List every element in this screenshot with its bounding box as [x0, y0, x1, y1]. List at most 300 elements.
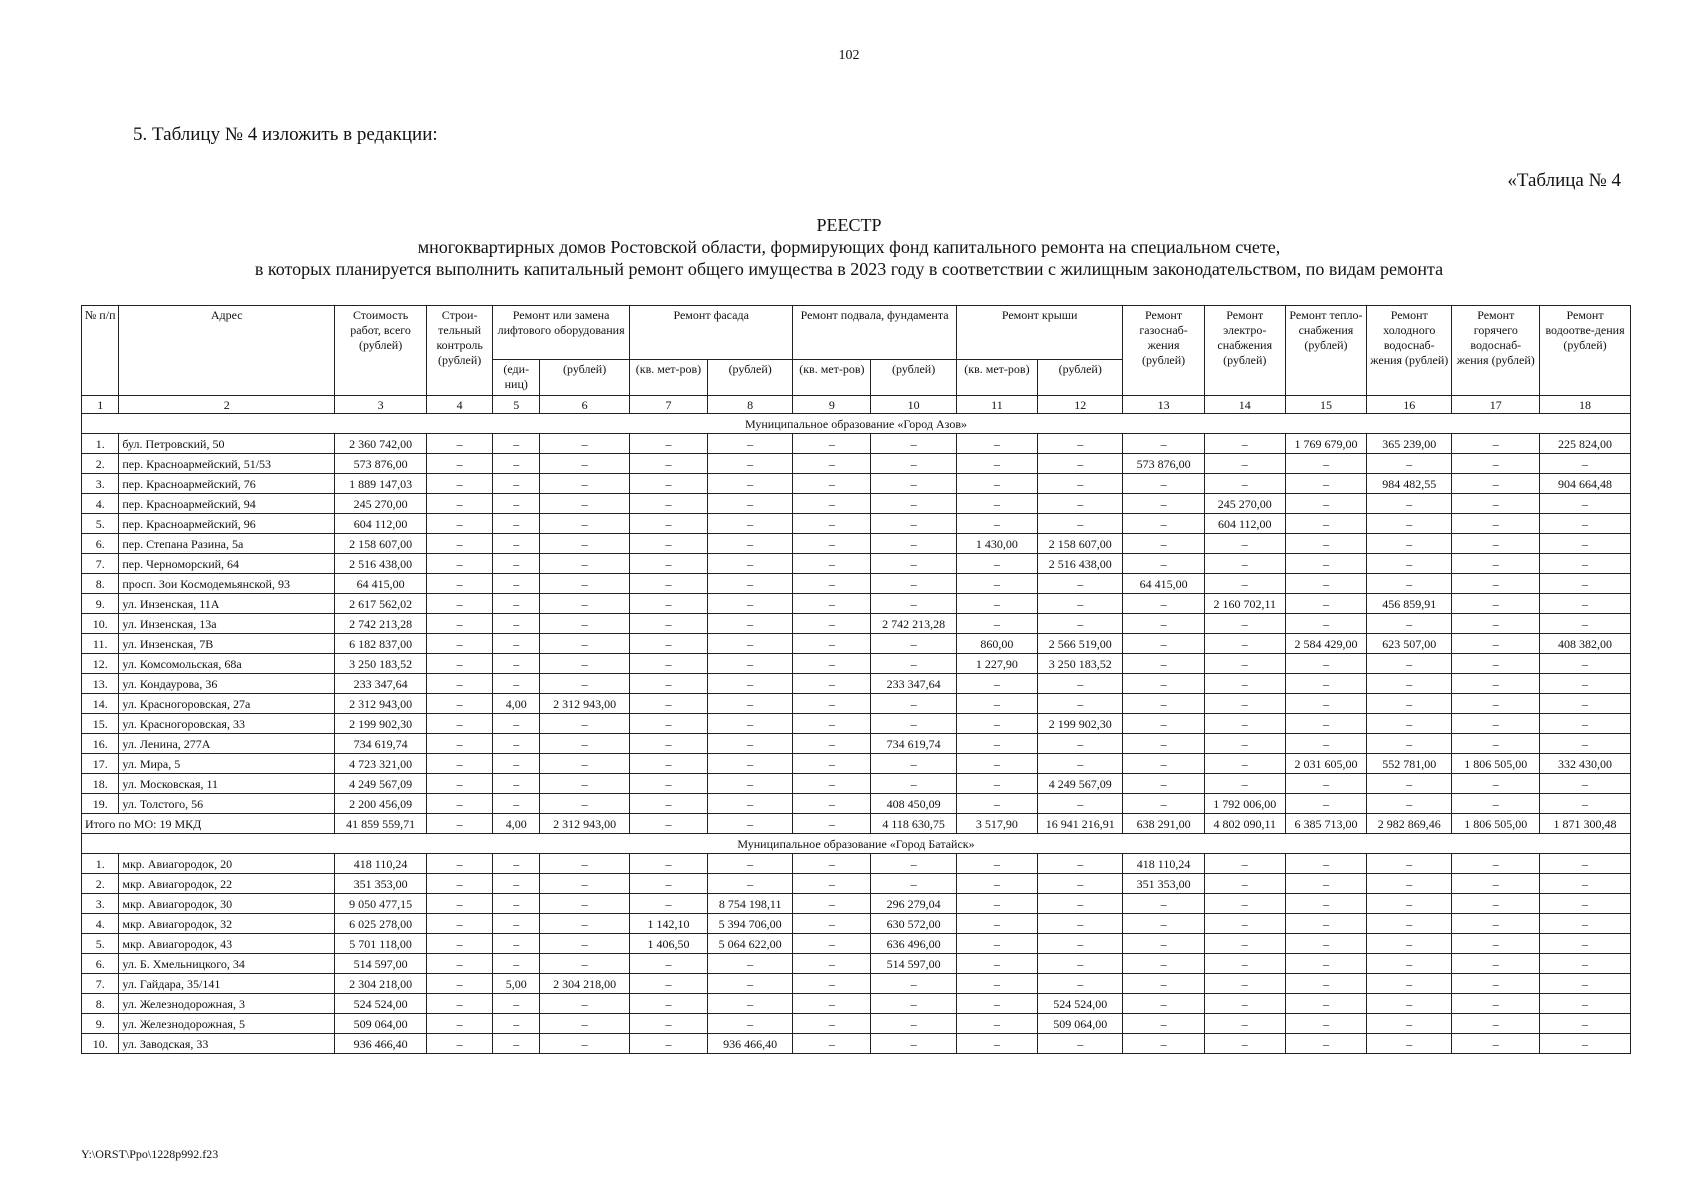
value-cell: – [493, 894, 540, 914]
value-cell: 2 617 562,02 [335, 594, 427, 614]
value-cell: – [629, 954, 707, 974]
value-cell: 604 112,00 [335, 514, 427, 534]
value-cell: – [427, 694, 493, 714]
row-number: 15. [82, 714, 119, 734]
value-cell: – [707, 854, 792, 874]
value-cell: – [956, 794, 1037, 814]
value-cell: 636 496,00 [871, 934, 956, 954]
value-cell: – [1540, 614, 1631, 634]
table-row [82, 994, 1631, 1014]
value-cell: – [540, 934, 630, 954]
value-cell: – [1123, 774, 1204, 794]
address-cell: ул. Комсомольская, 68а [119, 654, 335, 674]
value-cell: – [629, 614, 707, 634]
value-cell: – [956, 934, 1037, 954]
value-cell: – [1204, 674, 1285, 694]
value-cell: – [540, 574, 630, 594]
value-cell: – [956, 954, 1037, 974]
value-cell: – [707, 574, 792, 594]
value-cell: – [707, 774, 792, 794]
table-row [82, 854, 1631, 874]
value-cell: – [1038, 914, 1123, 934]
total-value-cell: 2 312 943,00 [540, 814, 630, 834]
value-cell: – [629, 474, 707, 494]
value-cell: – [1204, 714, 1285, 734]
value-cell: – [707, 734, 792, 754]
column-numbers-row [82, 396, 1631, 414]
value-cell: 296 279,04 [871, 894, 956, 914]
value-cell: – [493, 554, 540, 574]
value-cell: 2 158 607,00 [335, 534, 427, 554]
address-cell: пер. Красноармейский, 96 [119, 514, 335, 534]
value-cell: – [1123, 694, 1204, 714]
value-cell: – [493, 514, 540, 534]
value-cell: – [493, 774, 540, 794]
value-cell: – [629, 794, 707, 814]
value-cell: – [629, 634, 707, 654]
address-cell: ул. Мира, 5 [119, 754, 335, 774]
value-cell: 1 142,10 [629, 914, 707, 934]
value-cell: – [427, 554, 493, 574]
value-cell: – [493, 714, 540, 734]
value-cell: 2 312 943,00 [335, 694, 427, 714]
value-cell: – [1367, 934, 1452, 954]
value-cell: – [793, 574, 871, 594]
value-cell: – [1367, 974, 1452, 994]
value-cell: – [1204, 774, 1285, 794]
value-cell: – [793, 914, 871, 934]
value-cell: – [1123, 974, 1204, 994]
row-number: 7. [82, 554, 119, 574]
total-value-cell: 4 802 090,11 [1204, 814, 1285, 834]
value-cell: – [540, 854, 630, 874]
value-cell: – [1038, 754, 1123, 774]
subheader-roof-rubles: (рублей) [1038, 360, 1123, 396]
title-line-1: РЕЕСТР [816, 215, 882, 235]
value-cell: – [427, 934, 493, 954]
column-number: 17 [1452, 396, 1540, 414]
row-number: 6. [82, 954, 119, 974]
value-cell: – [1452, 734, 1540, 754]
address-cell: ул. Заводская, 33 [119, 1034, 335, 1054]
value-cell: 524 524,00 [1038, 994, 1123, 1014]
value-cell: – [707, 454, 792, 474]
table-row [82, 794, 1631, 814]
total-value-cell: 1 871 300,48 [1540, 814, 1631, 834]
value-cell: – [1367, 534, 1452, 554]
value-cell: 734 619,74 [871, 734, 956, 754]
table-row [82, 774, 1631, 794]
value-cell: – [1367, 874, 1452, 894]
value-cell: – [793, 974, 871, 994]
value-cell: – [1285, 454, 1366, 474]
value-cell: – [707, 614, 792, 634]
value-cell: – [1285, 674, 1366, 694]
value-cell: 2 160 702,11 [1204, 594, 1285, 614]
value-cell: – [1367, 554, 1452, 574]
value-cell: – [1285, 854, 1366, 874]
value-cell: 332 430,00 [1540, 754, 1631, 774]
value-cell: – [1540, 994, 1631, 1014]
value-cell: 64 415,00 [1123, 574, 1204, 594]
address-cell: ул. Толстого, 56 [119, 794, 335, 814]
value-cell: – [1540, 574, 1631, 594]
value-cell: – [956, 914, 1037, 934]
value-cell: 4 249 567,09 [1038, 774, 1123, 794]
value-cell: – [1367, 674, 1452, 694]
value-cell: – [1452, 1014, 1540, 1034]
table-row [82, 514, 1631, 534]
total-value-cell: 41 859 559,71 [335, 814, 427, 834]
column-number: 1 [82, 396, 119, 414]
value-cell: 6 182 837,00 [335, 634, 427, 654]
value-cell: – [707, 654, 792, 674]
total-value-cell: 4,00 [493, 814, 540, 834]
value-cell: – [956, 754, 1037, 774]
value-cell: – [1204, 934, 1285, 954]
header-elevator: Ремонт или замена лифтового оборудования [493, 306, 630, 360]
value-cell: – [427, 594, 493, 614]
total-value-cell: 16 941 216,91 [1038, 814, 1123, 834]
total-value-cell: 638 291,00 [1123, 814, 1204, 834]
value-cell: – [707, 674, 792, 694]
value-cell: – [707, 594, 792, 614]
value-cell: – [629, 894, 707, 914]
value-cell: – [493, 474, 540, 494]
value-cell: – [540, 654, 630, 674]
value-cell: – [1452, 714, 1540, 734]
header-cost: Стоимость работ, всего (рублей) [335, 306, 427, 396]
value-cell: – [427, 514, 493, 534]
address-cell: ул. Красногоровская, 27а [119, 694, 335, 714]
value-cell: – [1123, 654, 1204, 674]
value-cell: – [1204, 634, 1285, 654]
value-cell: – [540, 434, 630, 454]
column-number: 9 [793, 396, 871, 414]
value-cell: – [707, 714, 792, 734]
value-cell: – [871, 974, 956, 994]
value-cell: 2 516 438,00 [335, 554, 427, 574]
value-cell: – [1123, 474, 1204, 494]
total-label: Итого по МО: 19 МКД [82, 814, 335, 834]
address-cell: ул. Гайдара, 35/141 [119, 974, 335, 994]
row-number: 9. [82, 1014, 119, 1034]
value-cell: – [629, 854, 707, 874]
table-row [82, 594, 1631, 614]
value-cell: – [493, 934, 540, 954]
value-cell: – [793, 1014, 871, 1034]
value-cell: – [707, 1014, 792, 1034]
header-cold-water: Ремонт холодного водоснаб-жения (рублей) [1367, 306, 1452, 396]
total-value-cell: – [793, 814, 871, 834]
table-row [82, 654, 1631, 674]
value-cell: – [1367, 494, 1452, 514]
value-cell: – [1038, 574, 1123, 594]
section-header-row [82, 834, 1631, 854]
value-cell: – [1204, 454, 1285, 474]
value-cell: – [427, 754, 493, 774]
value-cell: 2 360 742,00 [335, 434, 427, 454]
value-cell: – [956, 494, 1037, 514]
column-number: 13 [1123, 396, 1204, 414]
value-cell: – [629, 714, 707, 734]
value-cell: – [1123, 734, 1204, 754]
value-cell: 5 064 622,00 [707, 934, 792, 954]
row-number: 2. [82, 874, 119, 894]
value-cell: – [1367, 774, 1452, 794]
value-cell: – [1452, 994, 1540, 1014]
value-cell: 3 250 183,52 [335, 654, 427, 674]
value-cell: – [540, 1014, 630, 1034]
value-cell: – [1285, 534, 1366, 554]
value-cell: 1 806 505,00 [1452, 754, 1540, 774]
table-row [82, 614, 1631, 634]
header-gas: Ремонт газоснаб-жения (рублей) [1123, 306, 1204, 396]
table-row [82, 894, 1631, 914]
header-drainage: Ремонт водоотве-дения (рублей) [1540, 306, 1631, 396]
value-cell: – [793, 614, 871, 634]
value-cell: – [1367, 614, 1452, 634]
table-row [82, 474, 1631, 494]
value-cell: – [1038, 674, 1123, 694]
value-cell: – [956, 574, 1037, 594]
value-cell: – [1038, 794, 1123, 814]
value-cell: – [1204, 754, 1285, 774]
value-cell: – [1540, 454, 1631, 474]
value-cell: – [629, 694, 707, 714]
value-cell: 351 353,00 [1123, 874, 1204, 894]
value-cell: – [793, 994, 871, 1014]
value-cell: – [427, 794, 493, 814]
value-cell: – [707, 434, 792, 454]
value-cell: – [871, 874, 956, 894]
table-row [82, 974, 1631, 994]
value-cell: – [1038, 694, 1123, 714]
address-cell: мкр. Авиагородок, 20 [119, 854, 335, 874]
total-value-cell: 4 118 630,75 [871, 814, 956, 834]
value-cell: – [540, 614, 630, 634]
value-cell: – [1367, 894, 1452, 914]
value-cell: 1 406,50 [629, 934, 707, 954]
value-cell: 9 050 477,15 [335, 894, 427, 914]
value-cell: – [427, 774, 493, 794]
row-number: 1. [82, 434, 119, 454]
row-number: 8. [82, 574, 119, 594]
value-cell: – [493, 634, 540, 654]
value-cell: – [540, 714, 630, 734]
header-electric: Ремонт электро-снабжения (рублей) [1204, 306, 1285, 396]
value-cell: 64 415,00 [335, 574, 427, 594]
value-cell: – [1452, 654, 1540, 674]
value-cell: – [1285, 934, 1366, 954]
address-cell: мкр. Авиагородок, 30 [119, 894, 335, 914]
row-number: 19. [82, 794, 119, 814]
value-cell: 573 876,00 [1123, 454, 1204, 474]
value-cell: – [1204, 554, 1285, 574]
row-number: 6. [82, 534, 119, 554]
value-cell: – [493, 674, 540, 694]
value-cell: 2 199 902,30 [335, 714, 427, 734]
value-cell: – [1038, 1034, 1123, 1054]
value-cell: – [427, 654, 493, 674]
value-cell: – [1204, 994, 1285, 1014]
value-cell: – [793, 934, 871, 954]
value-cell: – [540, 514, 630, 534]
value-cell: – [629, 594, 707, 614]
value-cell: – [427, 994, 493, 1014]
value-cell: – [1540, 934, 1631, 954]
value-cell: – [1204, 1034, 1285, 1054]
value-cell: – [1452, 694, 1540, 714]
value-cell: – [427, 854, 493, 874]
row-number: 7. [82, 974, 119, 994]
value-cell: – [1367, 994, 1452, 1014]
value-cell: – [871, 854, 956, 874]
value-cell: – [1123, 934, 1204, 954]
value-cell: – [956, 774, 1037, 794]
value-cell: – [1452, 514, 1540, 534]
value-cell: – [493, 794, 540, 814]
value-cell: – [1123, 534, 1204, 554]
value-cell: – [1204, 894, 1285, 914]
value-cell: – [1367, 734, 1452, 754]
value-cell: – [1452, 634, 1540, 654]
value-cell: – [540, 554, 630, 574]
value-cell: – [793, 1034, 871, 1054]
value-cell: – [956, 474, 1037, 494]
table-row [82, 714, 1631, 734]
address-cell: пер. Красноармейский, 51/53 [119, 454, 335, 474]
value-cell: – [707, 994, 792, 1014]
value-cell: – [493, 434, 540, 454]
value-cell: – [1204, 574, 1285, 594]
header-control: Строи-тельный контроль (рублей) [427, 306, 493, 396]
value-cell: 936 466,40 [707, 1034, 792, 1054]
value-cell: – [871, 494, 956, 514]
value-cell: – [871, 594, 956, 614]
column-number: 12 [1038, 396, 1123, 414]
value-cell: – [1540, 874, 1631, 894]
row-number: 10. [82, 614, 119, 634]
page-number: 102 [838, 48, 860, 63]
value-cell: 1 769 679,00 [1285, 434, 1366, 454]
value-cell: – [1367, 854, 1452, 874]
value-cell: – [956, 694, 1037, 714]
value-cell: – [493, 874, 540, 894]
row-number: 8. [82, 994, 119, 1014]
value-cell: – [540, 594, 630, 614]
value-cell: – [427, 534, 493, 554]
column-number: 8 [707, 396, 792, 414]
table-row [82, 534, 1631, 554]
total-value-cell: – [707, 814, 792, 834]
value-cell: – [540, 914, 630, 934]
value-cell: – [1540, 594, 1631, 614]
column-number: 2 [119, 396, 335, 414]
value-cell: – [1038, 474, 1123, 494]
value-cell: – [540, 494, 630, 514]
value-cell: – [1540, 1034, 1631, 1054]
total-value-cell: – [629, 814, 707, 834]
value-cell: – [1285, 774, 1366, 794]
column-number: 14 [1204, 396, 1285, 414]
value-cell: – [707, 874, 792, 894]
value-cell: – [629, 1014, 707, 1034]
value-cell: 351 353,00 [335, 874, 427, 894]
value-cell: – [1367, 654, 1452, 674]
value-cell: – [871, 654, 956, 674]
value-cell: – [1204, 654, 1285, 674]
table-row [82, 694, 1631, 714]
value-cell: – [793, 714, 871, 734]
value-cell: 1 227,90 [956, 654, 1037, 674]
value-cell: – [1204, 434, 1285, 454]
value-cell: 365 239,00 [1367, 434, 1452, 454]
row-number: 4. [82, 494, 119, 514]
value-cell: 2 516 438,00 [1038, 554, 1123, 574]
value-cell: – [1367, 954, 1452, 974]
value-cell: – [707, 794, 792, 814]
value-cell: – [956, 594, 1037, 614]
column-number: 11 [956, 396, 1037, 414]
value-cell: – [1367, 574, 1452, 594]
value-cell: – [1038, 514, 1123, 534]
value-cell: – [793, 474, 871, 494]
value-cell: – [427, 894, 493, 914]
value-cell: – [493, 1014, 540, 1034]
value-cell: 5 394 706,00 [707, 914, 792, 934]
value-cell: – [956, 614, 1037, 634]
column-number: 18 [1540, 396, 1631, 414]
value-cell: 524 524,00 [335, 994, 427, 1014]
value-cell: 860,00 [956, 634, 1037, 654]
value-cell: – [1540, 674, 1631, 694]
value-cell: – [427, 474, 493, 494]
value-cell: – [1038, 894, 1123, 914]
table-row [82, 874, 1631, 894]
value-cell: – [707, 754, 792, 774]
value-cell: – [540, 534, 630, 554]
value-cell: – [956, 874, 1037, 894]
value-cell: – [793, 534, 871, 554]
value-cell: – [629, 574, 707, 594]
total-value-cell: – [427, 814, 493, 834]
value-cell: – [540, 794, 630, 814]
value-cell: – [1367, 454, 1452, 474]
value-cell: 623 507,00 [1367, 634, 1452, 654]
value-cell: – [793, 694, 871, 714]
value-cell: – [871, 1014, 956, 1034]
value-cell: 8 754 198,11 [707, 894, 792, 914]
table-row [82, 554, 1631, 574]
value-cell: – [1038, 734, 1123, 754]
value-cell: – [793, 874, 871, 894]
address-cell: ул. Инзенская, 11А [119, 594, 335, 614]
value-cell: – [1204, 534, 1285, 554]
value-cell: – [956, 454, 1037, 474]
value-cell: – [1038, 454, 1123, 474]
value-cell: – [1204, 974, 1285, 994]
value-cell: – [1123, 914, 1204, 934]
value-cell: – [1204, 914, 1285, 934]
value-cell: – [956, 734, 1037, 754]
value-cell: – [1540, 954, 1631, 974]
value-cell: 245 270,00 [1204, 494, 1285, 514]
value-cell: – [1285, 954, 1366, 974]
value-cell: – [427, 954, 493, 974]
value-cell: – [871, 454, 956, 474]
row-number: 2. [82, 454, 119, 474]
